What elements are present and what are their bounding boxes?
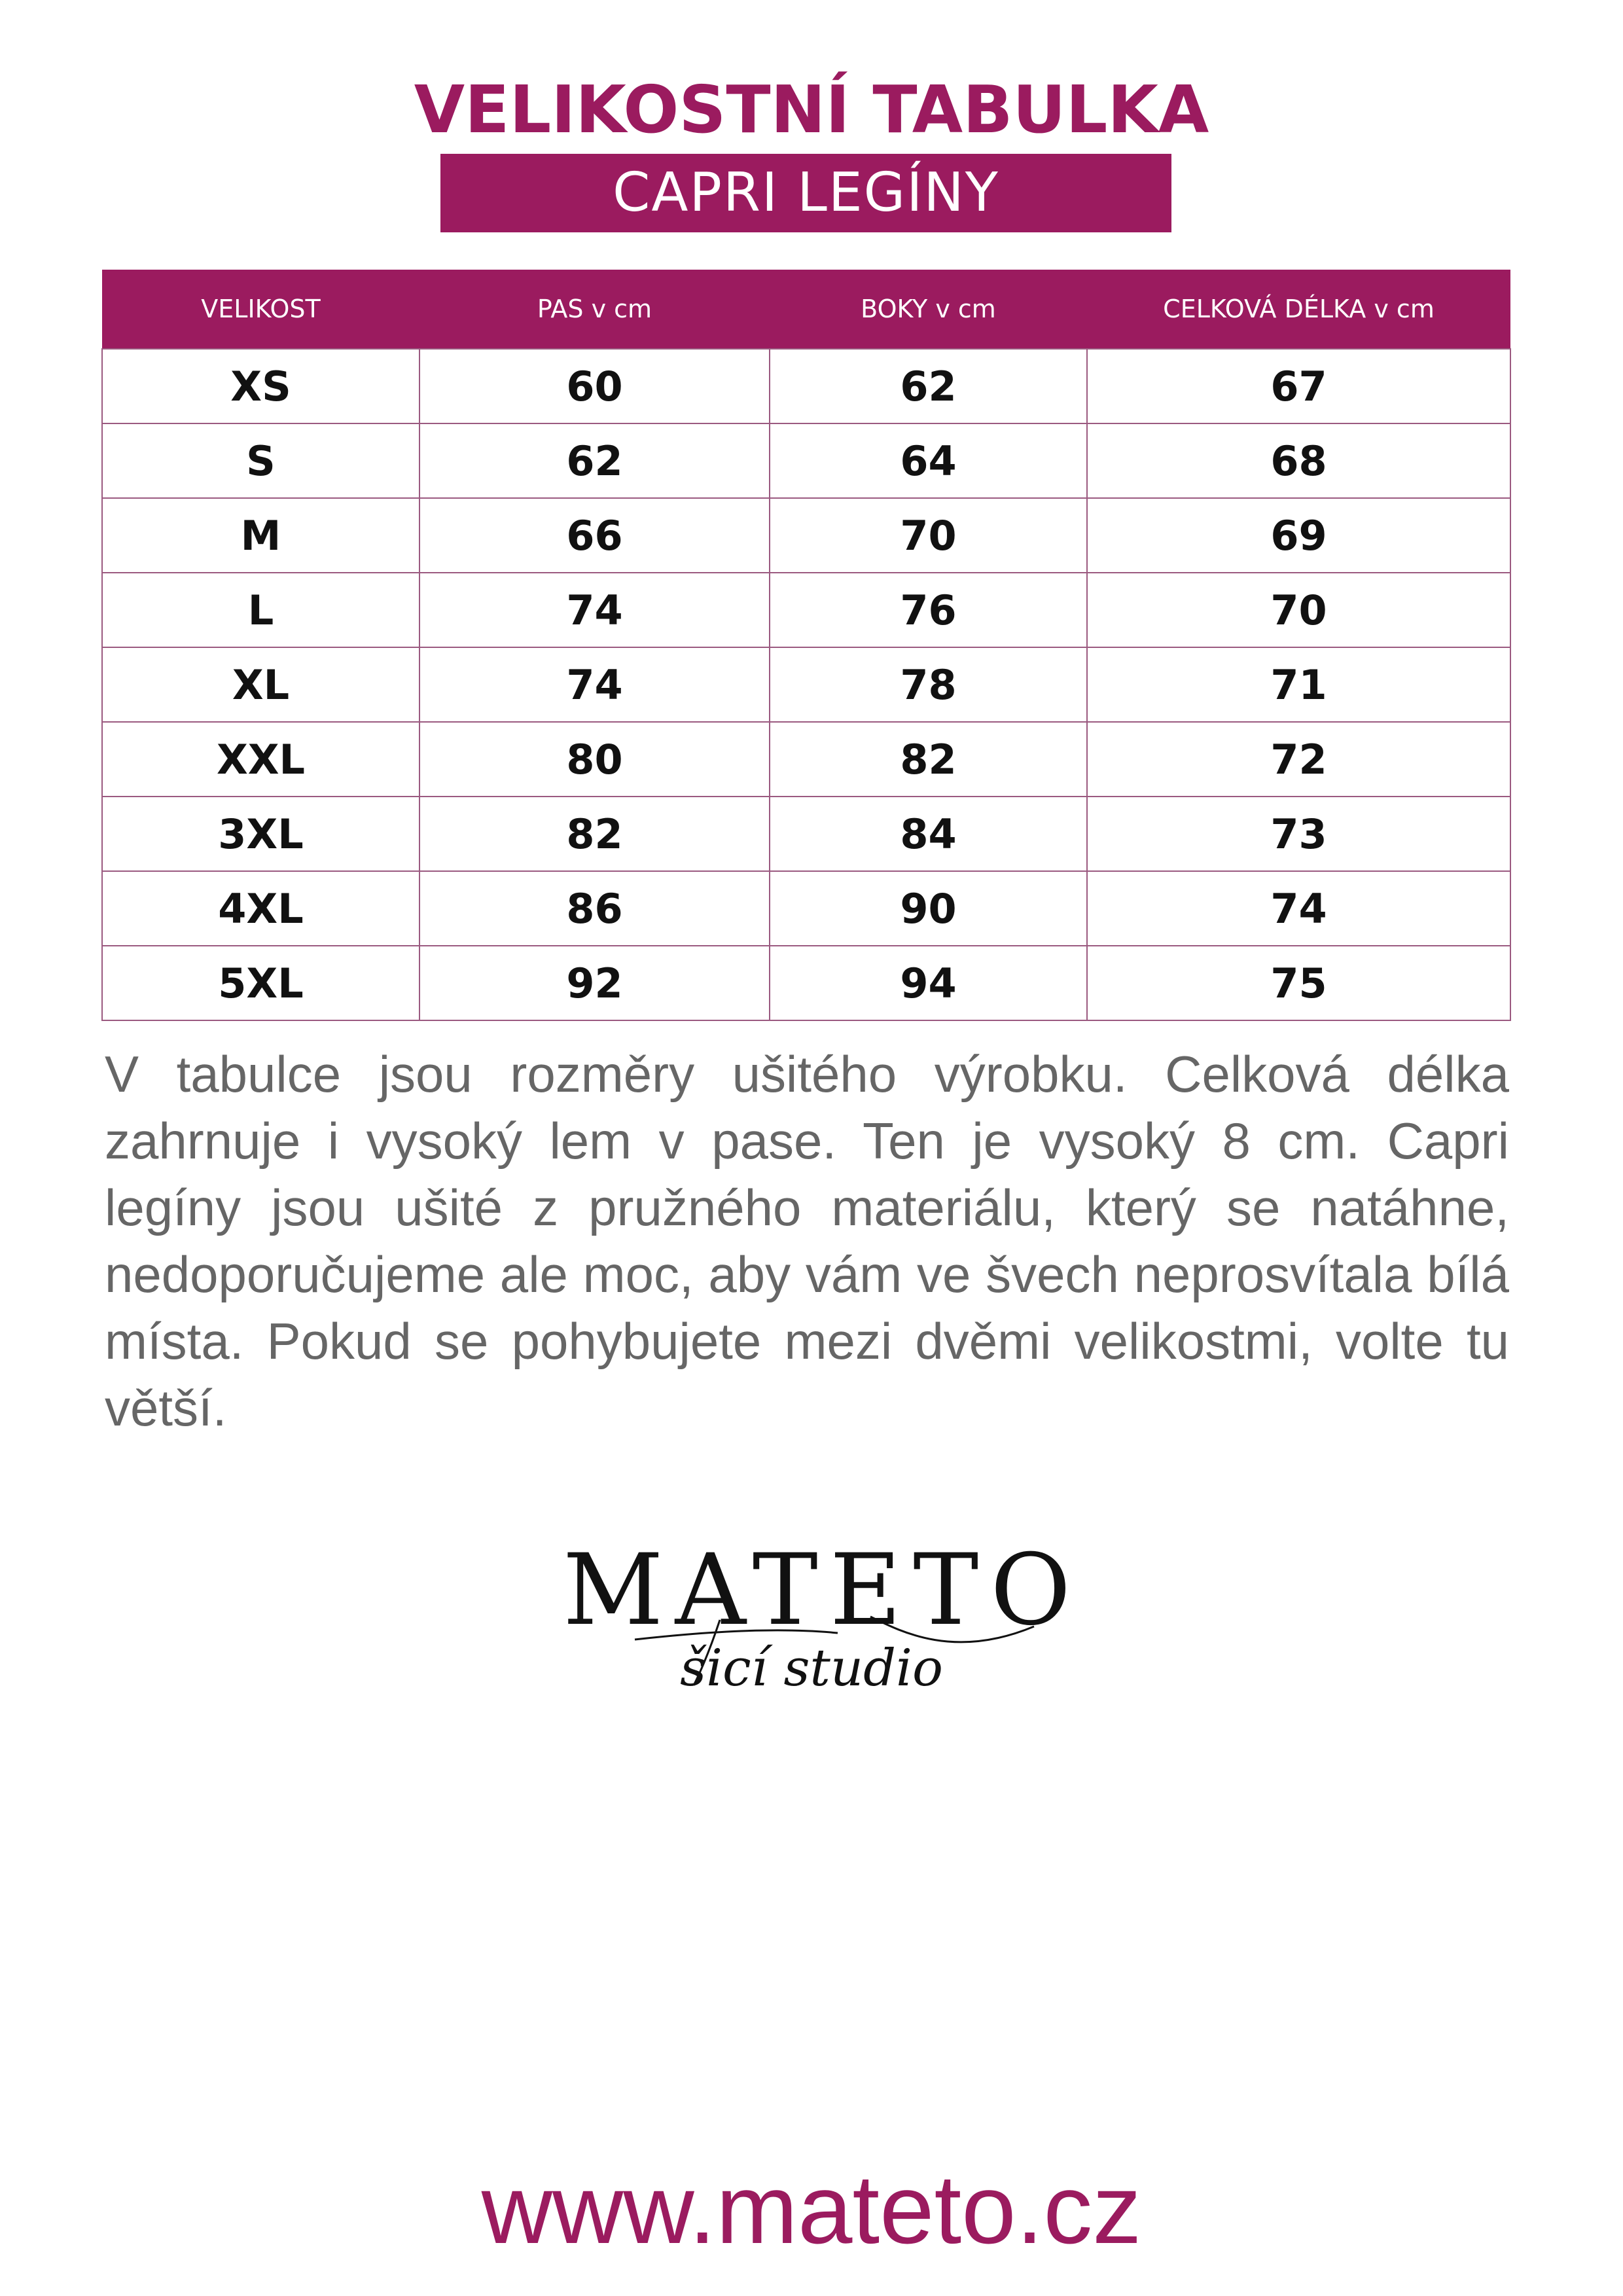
cell-hips: 90 xyxy=(770,871,1087,946)
table-row xyxy=(102,797,1510,871)
cell-total-length: 71 xyxy=(1087,647,1510,722)
table-row xyxy=(102,647,1510,722)
cell-waist: 74 xyxy=(419,647,770,722)
cell-total-length: 74 xyxy=(1087,871,1510,946)
table-row xyxy=(102,871,1510,946)
cell-total-length: 73 xyxy=(1087,797,1510,871)
cell-waist: 66 xyxy=(419,498,770,573)
cell-waist: 80 xyxy=(419,722,770,797)
cell-waist: 62 xyxy=(419,423,770,498)
cell-size: 4XL xyxy=(102,871,419,946)
table-row xyxy=(102,722,1510,797)
cell-size: XS xyxy=(102,349,419,423)
table-row xyxy=(102,423,1510,498)
table-header-row xyxy=(102,270,1510,349)
cell-waist: 86 xyxy=(419,871,770,946)
cell-size: M xyxy=(102,498,419,573)
cell-hips: 78 xyxy=(770,647,1087,722)
column-header-waist: PAS v cm xyxy=(419,270,770,349)
size-table-body xyxy=(102,349,1510,1020)
cell-hips: 94 xyxy=(770,946,1087,1020)
cell-total-length: 68 xyxy=(1087,423,1510,498)
cell-waist: 82 xyxy=(419,797,770,871)
cell-hips: 84 xyxy=(770,797,1087,871)
cell-size: 3XL xyxy=(102,797,419,871)
cell-hips: 70 xyxy=(770,498,1087,573)
svg-text:šicí studio: šicí studio xyxy=(680,1639,943,1698)
cell-total-length: 70 xyxy=(1087,573,1510,647)
table-row xyxy=(102,946,1510,1020)
column-header-total-length: CELKOVÁ DÉLKA v cm xyxy=(1087,270,1510,349)
mateto-logo xyxy=(563,1534,1083,1731)
product-subtitle-banner: CAPRI LEGÍNY xyxy=(440,154,1171,232)
cell-size: S xyxy=(102,423,419,498)
column-header-size: VELIKOST xyxy=(102,270,419,349)
cell-size: XXL xyxy=(102,722,419,797)
cell-waist: 74 xyxy=(419,573,770,647)
cell-total-length: 75 xyxy=(1087,946,1510,1020)
cell-hips: 76 xyxy=(770,573,1087,647)
cell-hips: 62 xyxy=(770,349,1087,423)
cell-size: XL xyxy=(102,647,419,722)
page-title: VELIKOSTNÍ TABULKA xyxy=(414,71,1209,148)
size-table xyxy=(101,270,1511,1021)
cell-hips: 82 xyxy=(770,722,1087,797)
logo-wordmark: MATETO xyxy=(563,1534,1083,1647)
logo-tagline-signature xyxy=(563,1613,1060,1731)
column-header-hips: BOKY v cm xyxy=(770,270,1087,349)
website-url[interactable]: www.mateto.cz xyxy=(481,2154,1142,2264)
cell-total-length: 67 xyxy=(1087,349,1510,423)
cell-size: L xyxy=(102,573,419,647)
table-row xyxy=(102,498,1510,573)
cell-total-length: 72 xyxy=(1087,722,1510,797)
cell-waist: 92 xyxy=(419,946,770,1020)
cell-hips: 64 xyxy=(770,423,1087,498)
cell-waist: 60 xyxy=(419,349,770,423)
cell-size: 5XL xyxy=(102,946,419,1020)
table-row xyxy=(102,573,1510,647)
table-row xyxy=(102,349,1510,423)
cell-total-length: 69 xyxy=(1087,498,1510,573)
size-note: V tabulce jsou rozměry ušitého výrobku. Celková délka zahrnuje i vysoký lem v pase. Ten je vysoký 8 cm. Capri legíny jsou ušité z pružného materiálu, který se natáhne, nedoporučujeme ale moc, aby vám ve švech neprosvítala bílá místa. Pokud se pohybujete mezi dvěmi velikostmi, volte tu větší. xyxy=(105,1045,1509,1437)
